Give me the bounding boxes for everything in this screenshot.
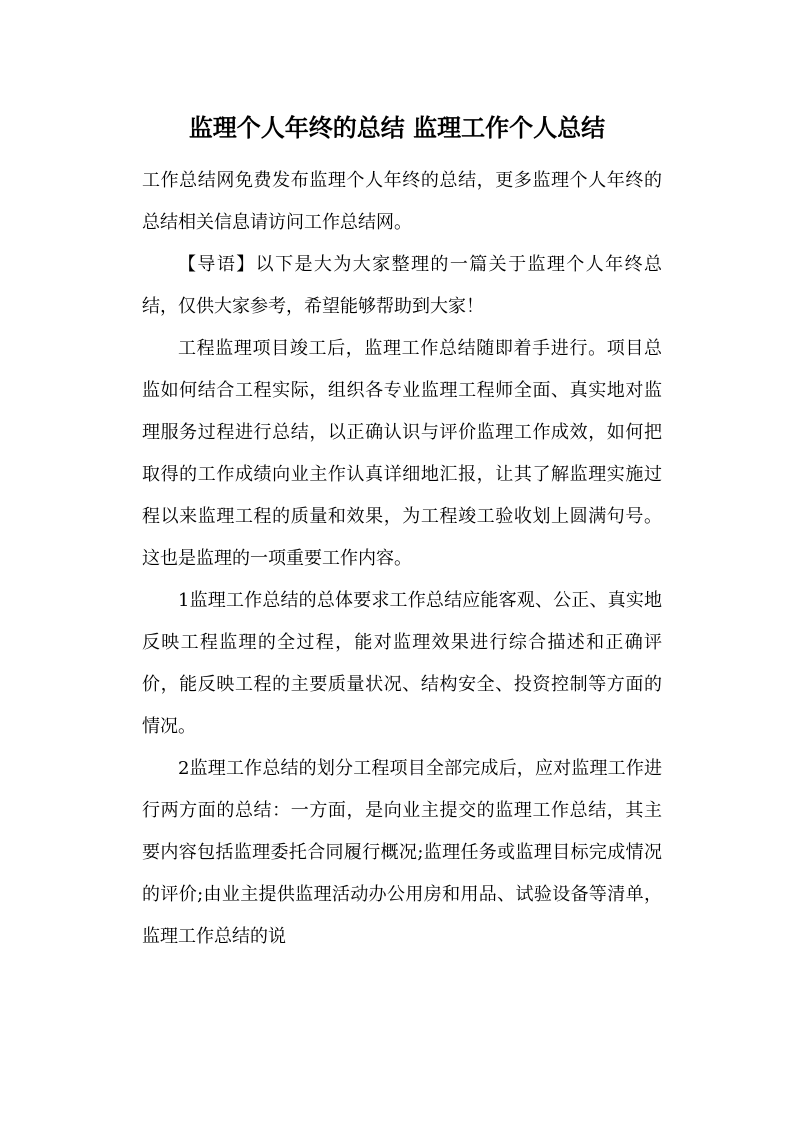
paragraph-overview: 工程监理项目竣工后，监理工作总结随即着手进行。项目总监如何结合工程实际，组织各专业监理工程师全面、真实地对监理服务过程进行总结，以正确认识与评价监理工作成效，如何把取得的工作成绩向业主作认真详细地汇报，让其了解监理实施过程以来监理工程的质量和效果，为工程竣工验收划上圆满句号。这也是监理的一项重要工作内容。 xyxy=(142,338,662,569)
paragraph-lead: 【导语】以下是大为大家整理的一篇关于监理个人年终总结，仅供大家参考，希望能够帮助到大家！ xyxy=(142,254,662,317)
paragraph-section-2: 2监理工作总结的划分工程项目全部完成后，应对监理工作进行两方面的总结：一方面，是向业主提交的监理工作总结，其主要内容包括监理委托合同履行概况;监理任务或监理目标完成情况的评价;由业主提供监理活动办公用房和用品、试验设备等清单，监理工作总结的说 xyxy=(142,758,662,947)
paragraph-intro: 工作总结网免费发布监理个人年终的总结，更多监理个人年终的总结相关信息请访问工作总结网。 xyxy=(142,170,662,233)
document-body xyxy=(142,160,662,958)
document-title: 监理个人年终的总结 监理工作个人总结 xyxy=(188,113,606,142)
paragraph-section-1: 1监理工作总结的总体要求工作总结应能客观、公正、真实地反映工程监理的全过程，能对监理效果进行综合描述和正确评价，能反映工程的主要质量状况、结构安全、投资控制等方面的情况。 xyxy=(142,590,662,737)
